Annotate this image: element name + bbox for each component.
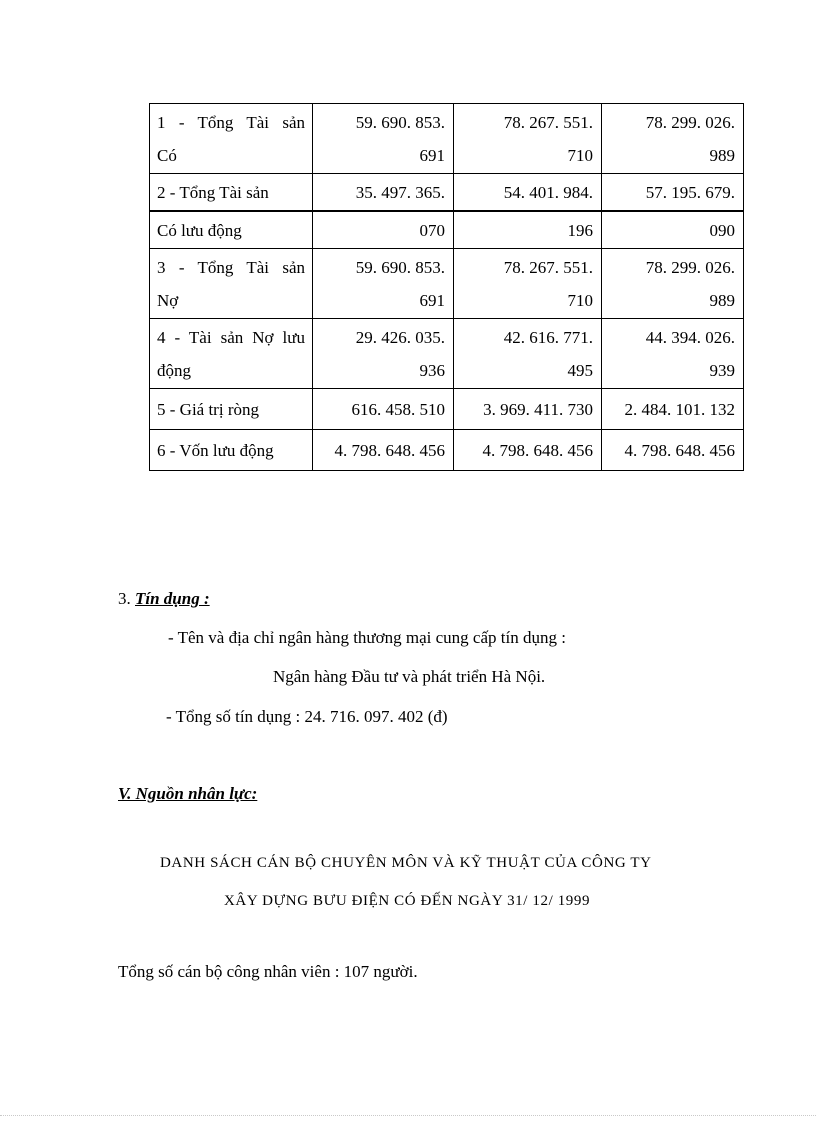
value-line: 44. 394. 026. — [645, 328, 735, 347]
value-cell — [454, 174, 602, 212]
row-label-line: 4 - Tài sản Nợ lưu — [157, 328, 305, 347]
row-label-line: 6 - Vốn lưu động — [157, 441, 274, 460]
staff-total: Tổng số cán bộ công nhân viên : 107 người. — [118, 962, 418, 981]
row-label-line: 2 - Tổng Tài sản — [157, 183, 269, 202]
value-line: 29. 426. 035. — [355, 328, 445, 347]
value-cell — [602, 174, 744, 212]
value-line: 691 — [419, 146, 445, 165]
value-line: 59. 690. 853. — [355, 258, 445, 277]
table-row — [150, 174, 744, 212]
table-row — [150, 249, 744, 319]
row-label-line: Nợ — [157, 291, 179, 310]
value-line: 936 — [419, 361, 445, 380]
row-label — [150, 389, 313, 430]
row-label — [150, 174, 313, 212]
bank-intro: - Tên và địa chỉ ngân hàng thương mại cung cấp tín dụng : — [168, 628, 566, 647]
value-line: 616. 458. 510 — [351, 400, 445, 419]
row-label — [150, 430, 313, 471]
table-row — [150, 430, 744, 471]
row-label-line: Có lưu động — [157, 221, 242, 240]
value-line: 78. 299. 026. — [645, 258, 735, 277]
row-label-line: Có — [157, 146, 177, 165]
value-line: 78. 267. 551. — [503, 113, 593, 132]
hr-section-title: V. Nguồn nhân lực: — [118, 784, 258, 803]
value-line: 710 — [567, 146, 593, 165]
finance-table — [149, 103, 744, 471]
value-cell — [454, 430, 602, 471]
value-line: 59. 690. 853. — [355, 113, 445, 132]
value-line: 4. 798. 648. 456 — [624, 441, 735, 460]
value-cell — [313, 430, 454, 471]
value-line: 2. 484. 101. 132 — [624, 400, 735, 419]
credit-title: Tín dụng : — [135, 589, 210, 608]
value-cell — [313, 104, 454, 174]
row-label — [150, 104, 313, 174]
value-line: 54. 401. 984. — [503, 183, 593, 202]
table-row — [150, 389, 744, 430]
value-line: 4. 798. 648. 456 — [482, 441, 593, 460]
value-cell — [602, 430, 744, 471]
list-title-line-1: DANH SÁCH CÁN BỘ CHUYÊN MÔN VÀ KỸ THUẬT CỦA CÔNG TY — [160, 855, 652, 871]
value-cell — [313, 389, 454, 430]
value-cell — [313, 249, 454, 319]
value-line: 090 — [709, 221, 735, 240]
row-label-line: 3 - Tổng Tài sản — [157, 258, 305, 277]
table-row — [150, 319, 744, 389]
value-line: 691 — [419, 291, 445, 310]
value-cell — [602, 211, 744, 249]
value-cell — [454, 104, 602, 174]
value-line: 57. 195. 679. — [645, 183, 735, 202]
value-line: 196 — [567, 221, 593, 240]
row-label — [150, 319, 313, 389]
row-label-line: 1 - Tổng Tài sản — [157, 113, 305, 132]
value-line: 4. 798. 648. 456 — [334, 441, 445, 460]
value-cell — [454, 249, 602, 319]
value-cell — [313, 319, 454, 389]
page-bottom-divider — [0, 1115, 816, 1116]
value-cell — [602, 319, 744, 389]
value-line: 78. 299. 026. — [645, 113, 735, 132]
table-row — [150, 104, 744, 174]
row-label — [150, 249, 313, 319]
value-line: 939 — [709, 361, 735, 380]
value-cell — [602, 249, 744, 319]
section-number: 3. — [118, 589, 131, 608]
value-cell — [454, 389, 602, 430]
value-line: 78. 267. 551. — [503, 258, 593, 277]
value-line: 42. 616. 771. — [503, 328, 593, 347]
list-title-line-2: XÂY DỰNG BƯU ĐIỆN CÓ ĐẾN NGÀY 31/ 12/ 1999 — [224, 893, 591, 909]
credit-total: - Tổng số tín dụng : 24. 716. 097. 402 (đ) — [166, 707, 448, 726]
value-line: 070 — [419, 221, 445, 240]
value-cell — [602, 104, 744, 174]
value-line: 35. 497. 365. — [355, 183, 445, 202]
value-cell — [313, 174, 454, 212]
value-cell — [454, 211, 602, 249]
bank-name: Ngân hàng Đầu tư và phát triển Hà Nội. — [273, 667, 546, 686]
row-label — [150, 211, 313, 249]
value-line: 710 — [567, 291, 593, 310]
credit-heading — [118, 589, 210, 609]
value-cell — [313, 211, 454, 249]
row-label-line: động — [157, 361, 191, 380]
value-line: 495 — [567, 361, 593, 380]
value-line: 989 — [709, 146, 735, 165]
row-label-line: 5 - Giá trị ròng — [157, 400, 259, 419]
value-cell — [454, 319, 602, 389]
value-line: 3. 969. 411. 730 — [483, 400, 593, 419]
value-cell — [602, 389, 744, 430]
value-line: 989 — [709, 291, 735, 310]
table-row — [150, 211, 744, 249]
